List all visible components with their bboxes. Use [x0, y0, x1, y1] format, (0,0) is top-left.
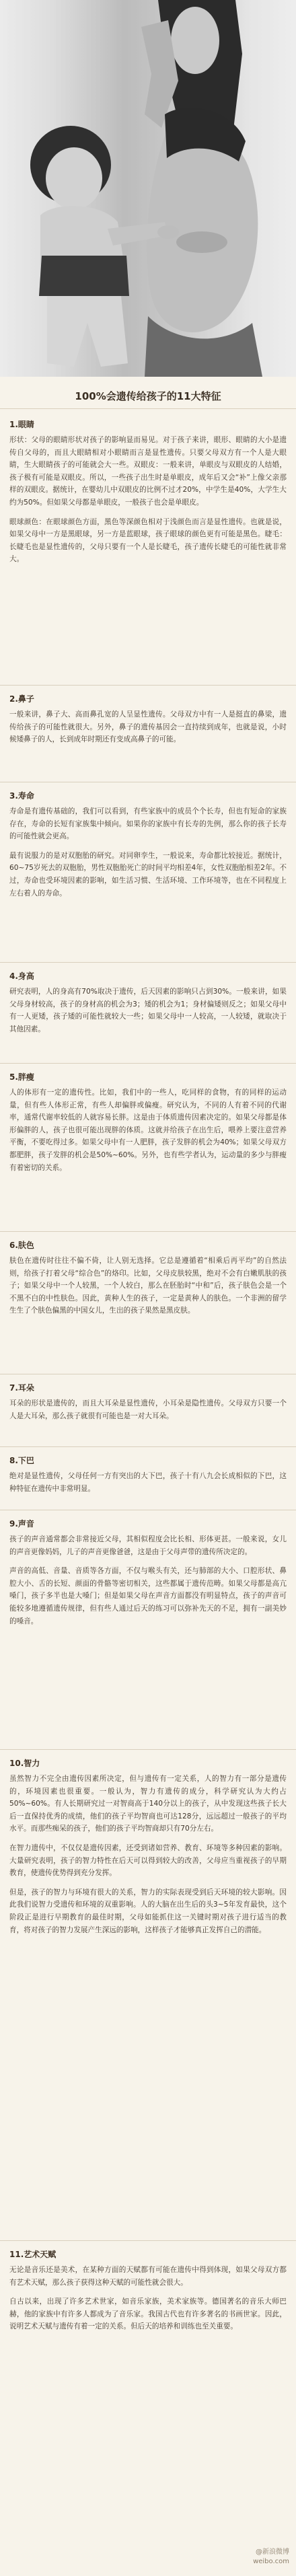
section-heading: 5.胖瘦: [9, 1072, 34, 1082]
paragraph: 虽然智力不完全由遗传因素所决定，但与遗传有一定关系，人的智力有一部分是遗传的，环境因素也很重要。一般认为，智力有遗传的成分，科学研究认为大约占50%~60%。有人长期研究过一对智商高于140分以上的孩子，从中发现这些孩子长大后一直保持优秀的成绩，他们的孩子平均智商也可达128分，远远超过一般孩子的平均水平。而那些痴呆的孩子，他们的孩子平均智商却只有70分左右。: [9, 1775, 287, 1833]
paragraph: 声音的高低、音量、音质等各方面，不仅与喉头有关，还与肺部的大小、口腔形状、鼻腔大小、舌的长短、颜面的骨骼等密切相关，这些都属于遗传范畴。如果父母都是高亢嗓门，孩子多半也是大嗓门；但是如果父母在声音方面都没有明显特点，孩子的声音可能较多地遵循遗传规律，但有些人通过后天的练习可以弥补先天的不足，拥有一副美妙的嗓音。: [9, 1567, 287, 1625]
cover-photo: [0, 0, 296, 377]
watermark: [253, 2548, 289, 2567]
paragraph: 耳朵的形状是遗传的，而且大耳朵是显性遗传，小耳朵是隐性遗传。父母双方只要一个人是大耳朵，那么孩子就很有可能也是一对大耳朵。: [9, 1399, 287, 1420]
section-heading: 3.寿命: [9, 791, 34, 801]
section-divider: [0, 1446, 296, 1447]
paragraph: 一般来讲，鼻子大、高而鼻孔宽的人呈显性遗传。父母双方中有一人是挺直的鼻梁，遗传给孩子的可能性就很大。另外，鼻子的遗传基因会一直持续到成年，也就是说，小时候矮鼻子的人，长到成年时期还有变成高鼻子的可能。: [9, 710, 287, 744]
section-divider: [0, 1749, 296, 1750]
article-title: 100%会遗传给孩子的11大特征: [75, 390, 221, 402]
paragraph: 绝对是显性遗传，父母任何一方有突出的大下巴，孩子十有八九会长成相似的下巴，这种特征在遗传中非常明显。: [9, 1472, 287, 1493]
section-heading: 9.声音: [9, 1519, 34, 1529]
section-heading: 8.下巴: [9, 1456, 34, 1465]
section-heading: 4.身高: [9, 971, 34, 981]
paragraph: 肤色在遗传时往往不偏不倚，让人别无选择。它总是遵循着“相乘后再平均”的自然法则，给孩子打着父母“综合色”的烙印。比如，父母皮肤较黑，绝对不会有白嫩肌肤的孩子；如果父母中一个人较黑，一个人较白，那么在胚胎时“中和”后，孩子肤色会是一个不黑不白的中性肤色。因此，黄种人生的孩子，一定是黄种人的肤色。一个非洲的留学生生了个肤色偏黑的中国女儿，生出的孩子果然是黑皮肤。: [9, 1257, 287, 1315]
section-divider: [0, 1231, 296, 1232]
section-divider: [0, 962, 296, 963]
paragraph: 寿命是有遗传基础的，我们可以看到，有些家族中的成员个个长寿，但也有短命的家族存在，寿命的长短有家族集中倾向。如果你的家族中有长寿的先例，那么你的孩子长寿的可能性就会更高。: [9, 807, 287, 841]
section-heading: 2.鼻子: [9, 694, 34, 704]
section-heading: 11.艺术天赋: [9, 2250, 57, 2259]
paragraph: 人的体形有一定的遗传性。比如，我们中的一些人，吃同样的食物，有的同样的运动量，但有些人体形正常，有些人却偏胖或偏瘦。研究认为，不同的人有着不同的代谢率，通常代谢率较低的人就容易长胖。这是由于体质遗传因素决定的。如果父母都是体形偏胖的人，孩子也很可能出现胖的体质。这就并给孩子在出生后，喂养上要注意营养平衡，不要吃得过多。如果父母中有一人肥胖，孩子发胖的机会为40%；如果父母双方都肥胖，孩子发胖的机会是50%~60%。另外，也有些学者认为，运动量的多少与胖瘦有着密切的关系。: [9, 1089, 287, 1172]
mother-child-illustration: [0, 0, 296, 377]
paragraph: 最有说服力的是对双胞胎的研究。对同卵孪生，一般说来，寿命都比较接近。据统计，60~75岁死去的双胞胎，男性双胞胎死亡的时间平均相差4年，女性双胞胎相差2年。不过，寿命也受环境因素的影响，如生活习惯、生活环境、工作环境等，也在不同程度上左右着人的寿命。: [9, 851, 287, 897]
section-intelligence: [9, 1757, 287, 1943]
section-heading: 6.肤色: [9, 1241, 34, 1250]
watermark-line: weibo.com: [253, 2558, 289, 2565]
section-divider: [0, 685, 296, 686]
section-divider: [0, 2240, 296, 2241]
section-eyes: [9, 418, 287, 573]
section-divider: [0, 1063, 296, 1064]
paragraph: 孩子的声音通常都会非常接近父母，其相似程度会比长相、形体更甚。一般来说，女儿的声音更像妈妈，儿子的声音更像爸爸，这是由于父母声带的遗传所决定的。: [9, 1535, 287, 1556]
section-art-talent: [9, 2248, 287, 2340]
paragraph: 自古以来，出现了许多艺术世家，如音乐家族，美术家族等。德国著名的音乐大师巴赫，他的家族中有许多人都成为了音乐家。我国古代也有许多著名的书画世家。因此，说明艺术天赋与遗传有着一定的关系。但后天的培养和训练也至关重要。: [9, 2297, 287, 2331]
section-heading: 1.眼睛: [9, 420, 34, 429]
watermark-line: @新浪微博: [256, 2548, 289, 2556]
section-voice: [9, 1518, 287, 1634]
section-heading: 7.耳朵: [9, 1383, 34, 1393]
paragraph: 在智力遗传中，不仅仅是遗传因素，还受到诸如营养、教育、环境等多种因素的影响。大量研究表明，孩子的智力特性在后天可以得到较大的改善，父母应当重视孩子的早期教育，使遗传优势得到充分发挥。: [9, 1843, 287, 1878]
section-chin: [9, 1455, 287, 1502]
section-lifespan: [9, 790, 287, 906]
section-body-shape: [9, 1071, 287, 1181]
section-nose: [9, 693, 287, 753]
section-ears: [9, 1382, 287, 1429]
paragraph: 无论是音乐还是美术，在某种方面的天赋都有可能在遗传中得到体现，如果父母双方都有艺术天赋，那么孩子获得这种天赋的可能性就会很大。: [9, 2266, 287, 2287]
title-divider: [0, 408, 296, 409]
paragraph: 但是，孩子的智力与环境有很大的关系，智力的实际表现受到后天环境的较大影响。因此我们说智力受遗传和环境的双重影响。人的大脑在出生后的头3~5年发育最快，这个阶段正是进行早期教育的最佳时期，父母如能抓住这一关键时期对孩子进行适当的教育，将对孩子的智力发展产生深远的影响，这样孩子才能够真正发挥自己的潜能。: [9, 1888, 287, 1934]
section-skin-color: [9, 1239, 287, 1324]
paragraph: 形状：父母的眼睛形状对孩子的影响显而易见。对于孩子来讲，眼形、眼睛的大小是遗传自父母的，而且大眼睛相对小眼睛而言是显性遗传。只要父母双方有一个人是大眼睛，生大眼睛孩子的可能就会大一些。双眼皮：一般来讲，单眼皮与双眼皮的人结婚，孩子极有可能是双眼皮。所以，一些孩子出生时是单眼皮，成年后又会“补”上像父亲那样的双眼皮。据统计，在婴幼儿中双眼皮的比例不过才20%，中学生是40%，大学生大约为50%。但如果父母都是单眼皮，一般孩子也会是单眼皮。: [9, 436, 287, 507]
paragraph: 眼球颜色：在眼球颜色方面，黑色等深颜色相对于浅颜色而言是显性遗传。也就是说，如果父母中一方是黑眼球，另一方是蓝眼球，孩子眼球的颜色更有可能是黑色。睫毛：长睫毛也是显性遗传的，父母只要有一个人是长睫毛，孩子遗传长睫毛的可能性就非常大。: [9, 517, 287, 564]
section-height: [9, 970, 287, 1042]
paragraph: 研究表明，人的身高有70%取决于遗传，后天因素的影响只占到30%。一般来讲，如果父母身材较高，孩子的身材高的机会为3；矮的机会为1；身材偏矮则反之；如果父母中有一人更矮，孩子矮的可能性就较大一些；如果父母中一人较高，一人较矮，就取决于其他因素。: [9, 988, 287, 1033]
section-heading: 10.智力: [9, 1759, 40, 1768]
